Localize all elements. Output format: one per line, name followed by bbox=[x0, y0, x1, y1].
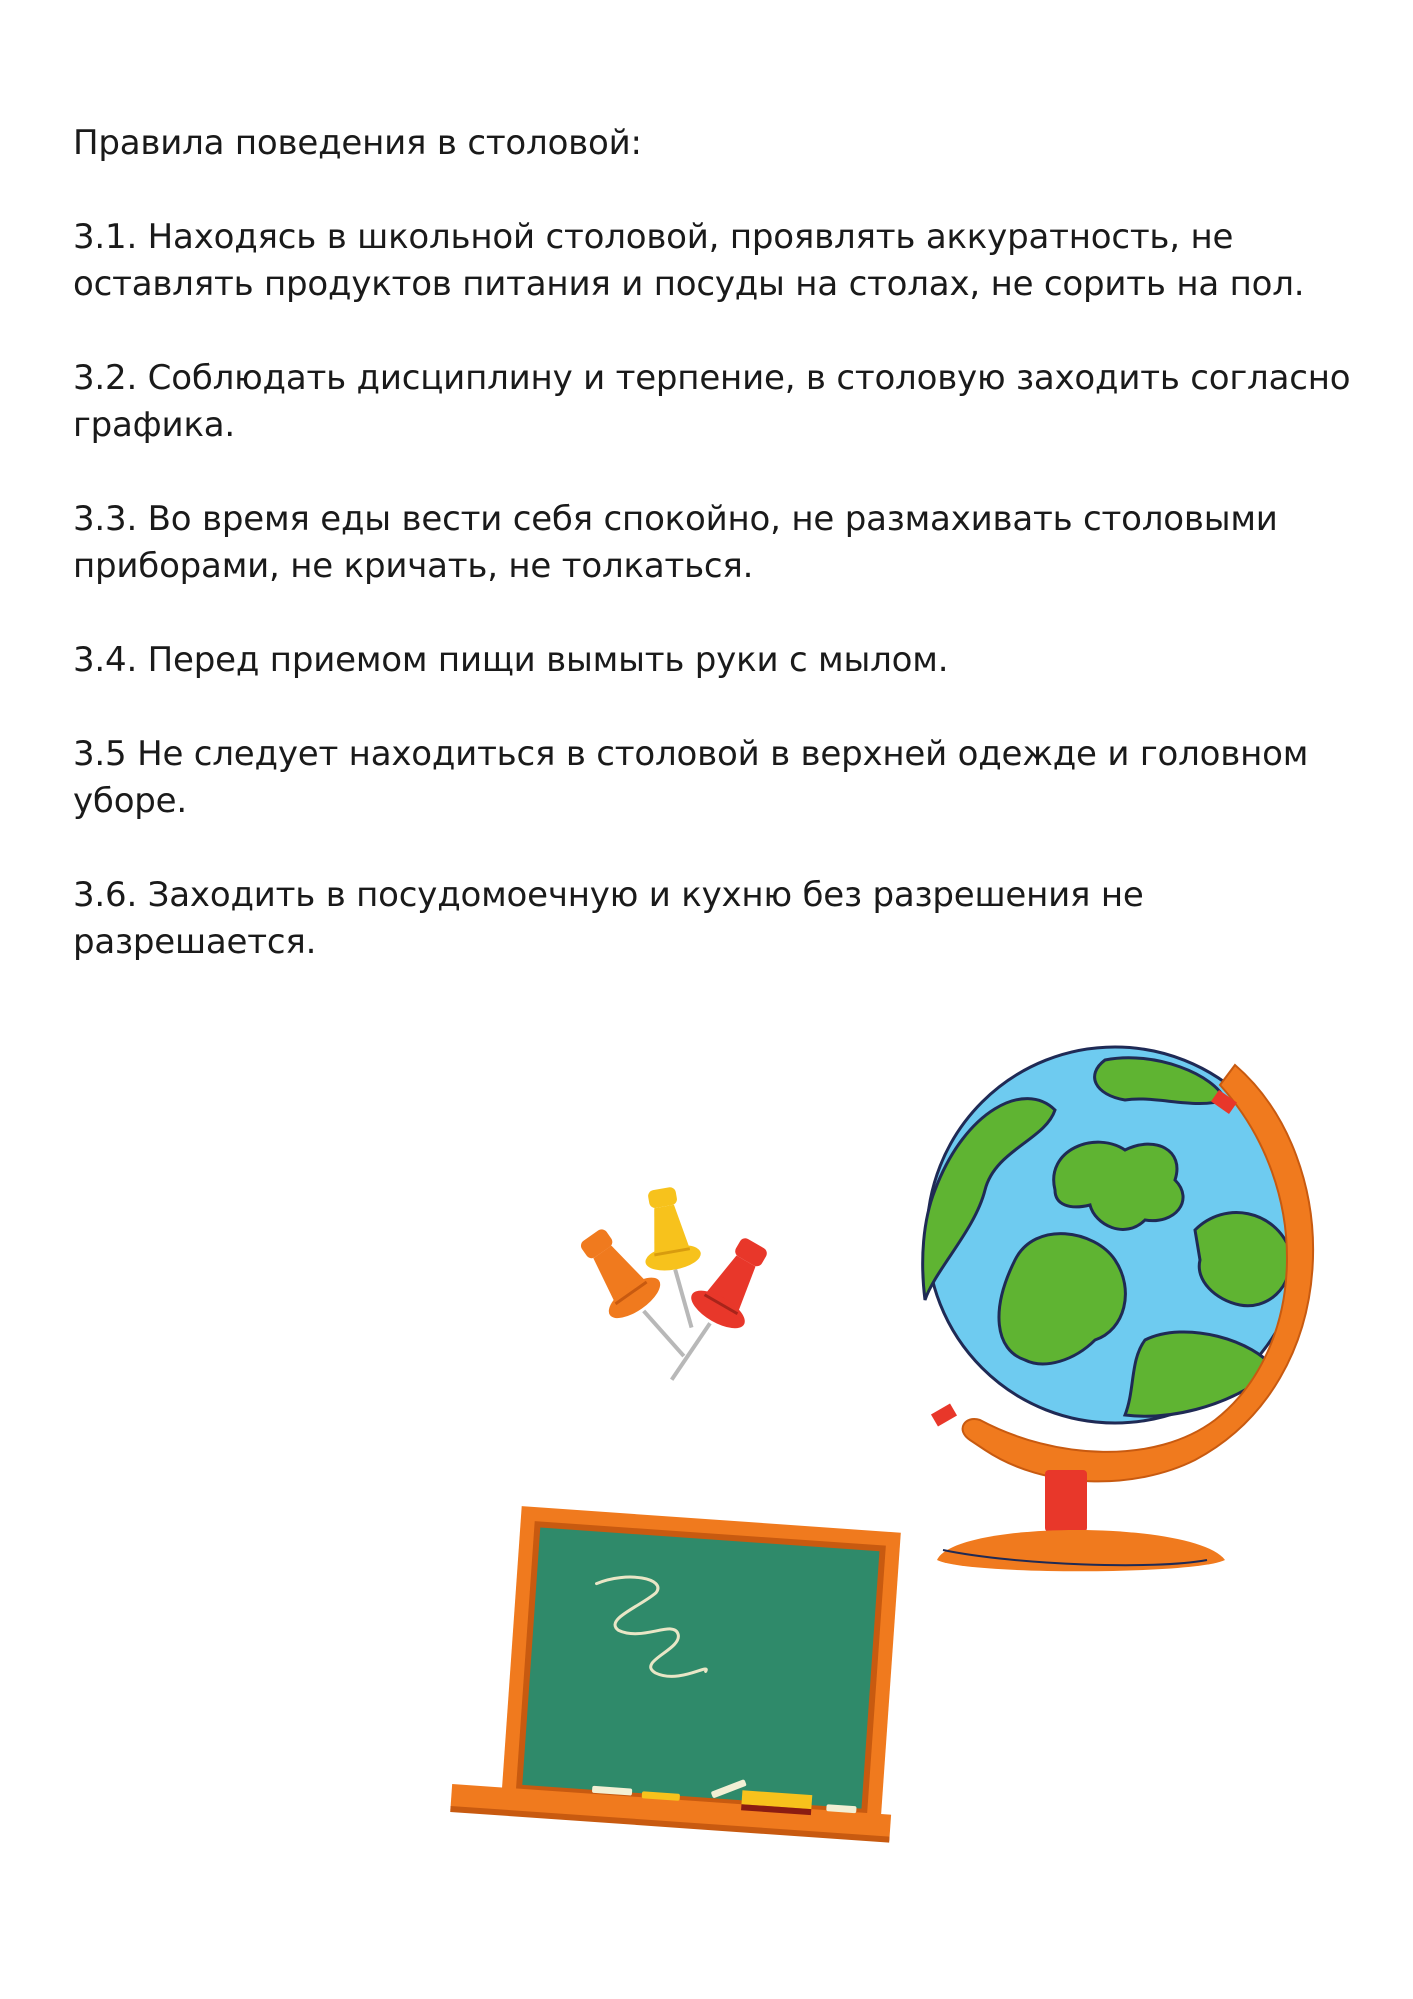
rules-text bbox=[73, 120, 1363, 1013]
rule-item: 3.1. Находясь в школьной столовой, проявлять аккуратность, не оставлять продуктов питания и посуды на столах, не сорить на пол. bbox=[73, 217, 1305, 304]
chalkboard-icon bbox=[450, 1500, 920, 1860]
rule-item: 3.5 Не следует находиться в столовой в верхней одежде и головном уборе. bbox=[73, 734, 1309, 821]
rule-item: 3.3. Во время еды вести себя спокойно, не размахивать столовыми приборами, не кричать, не толкаться. bbox=[73, 499, 1278, 586]
globe-icon bbox=[895, 1040, 1335, 1580]
rules-heading: Правила поведения в столовой: bbox=[73, 123, 642, 163]
rule-item: 3.6. Заходить в посудомоечную и кухню без разрешения не разрешается. bbox=[73, 875, 1144, 962]
rule-item: 3.2. Соблюдать дисциплину и терпение, в столовую заходить согласно графика. bbox=[73, 358, 1351, 445]
push-pin-icon bbox=[570, 1180, 790, 1410]
rule-item: 3.4. Перед приемом пищи вымыть руки с мылом. bbox=[73, 640, 949, 680]
